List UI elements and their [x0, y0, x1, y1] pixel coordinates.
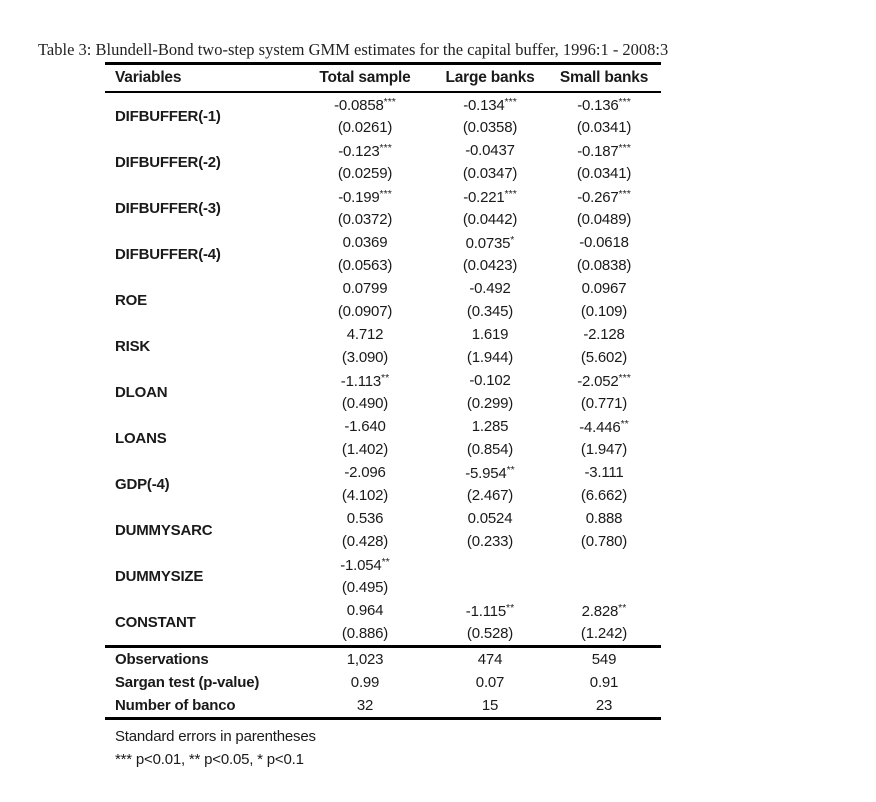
column-header-large-banks: Large banks	[445, 69, 535, 86]
standard-error-cell: (0.0341)	[576, 119, 632, 136]
standard-error-cell: (0.490)	[341, 395, 389, 412]
coef-row-dummysize	[105, 553, 661, 576]
significance-stars: **	[618, 601, 627, 614]
coefficient-cell: 0.0799	[342, 280, 388, 297]
stat-value-cell: 549	[591, 651, 617, 668]
variable-label: DIFBUFFER(-1)	[115, 107, 221, 125]
variable-label: GDP(-4)	[115, 475, 170, 493]
regression-table-wrap	[105, 62, 661, 771]
significance-stars: ***	[618, 187, 631, 200]
coefficient-cell: -0.134***	[463, 95, 517, 114]
standard-error-cell: (6.662)	[580, 487, 628, 504]
coefficient-cell: -0.0858***	[334, 95, 396, 114]
standard-error-cell: (0.345)	[466, 303, 514, 320]
coefficient-cell: 0.0369	[342, 234, 388, 251]
column-header-small-banks: Small banks	[559, 69, 649, 86]
coefficient-cell: 0.0524	[467, 510, 513, 527]
standard-error-cell: (0.0442)	[462, 211, 518, 228]
stat-value-cell: 0.07	[475, 674, 505, 691]
coefficient-cell: 0.0735*	[465, 233, 515, 252]
standard-error-cell: (0.0907)	[337, 303, 393, 320]
coefficient-cell: 0.888	[585, 510, 623, 527]
standard-error-cell: (0.780)	[580, 533, 628, 550]
standard-error-cell: (0.0259)	[337, 165, 393, 182]
standard-error-cell: (0.495)	[341, 579, 389, 596]
stat-row-observations	[105, 647, 661, 672]
variable-label: DIFBUFFER(-4)	[115, 245, 221, 263]
standard-error-cell	[547, 576, 661, 599]
table-notes	[115, 725, 661, 771]
standard-error-cell: (1.944)	[466, 349, 514, 366]
significance-stars: **	[620, 417, 629, 430]
coef-row-difbuffer-1	[105, 92, 661, 116]
coefficient-cell: 0.536	[346, 510, 384, 527]
variable-label: ROE	[115, 291, 147, 309]
stat-value-cell: 0.91	[589, 674, 619, 691]
standard-error-cell: (0.0341)	[576, 165, 632, 182]
standard-error-cell: (1.947)	[580, 441, 628, 458]
coefficient-cell: 2.828**	[581, 601, 627, 620]
significance-stars: ***	[379, 141, 392, 154]
standard-error-cell: (1.402)	[341, 441, 389, 458]
coef-row-risk	[105, 323, 661, 346]
variable-label: DIFBUFFER(-3)	[115, 199, 221, 217]
coefficient-cell: -4.446**	[579, 417, 629, 436]
standard-error-cell: (0.0838)	[576, 257, 632, 274]
coef-row-constant	[105, 599, 661, 622]
standard-error-cell: (0.0358)	[462, 119, 518, 136]
significance-stars: ***	[504, 95, 517, 108]
note-significance-levels: *** p<0.01, ** p<0.05, * p<0.1	[115, 751, 304, 768]
stat-value-cell: 15	[481, 697, 499, 714]
coef-row-difbuffer-2	[105, 139, 661, 162]
variable-label: RISK	[115, 337, 151, 355]
variable-label: CONSTANT	[115, 613, 196, 631]
standard-error-cell: (0.528)	[466, 625, 514, 642]
coefficient-cell: 0.0967	[581, 280, 627, 297]
standard-error-cell: (0.428)	[341, 533, 389, 550]
standard-error-cell: (0.0261)	[337, 119, 393, 136]
note-standard-errors: Standard errors in parentheses	[115, 728, 316, 745]
standard-error-cell	[433, 576, 547, 599]
coefficient-cell: -3.111	[584, 464, 624, 481]
coefficient-cell: -1.054**	[340, 555, 390, 574]
stat-value-cell: 1,023	[346, 651, 384, 668]
coefficient-cell: -0.123***	[338, 141, 392, 160]
significance-stars: ***	[618, 95, 631, 108]
stat-row-number-of-banco	[105, 694, 661, 719]
significance-stars: *	[510, 233, 515, 246]
coefficient-cell: -0.0437	[465, 142, 515, 159]
coef-row-gdp-4	[105, 461, 661, 484]
coefficient-cell: -2.128	[583, 326, 625, 343]
standard-error-cell: (0.0563)	[337, 257, 393, 274]
stats-body	[105, 647, 661, 719]
variable-label: LOANS	[115, 429, 167, 447]
coef-row-loans	[105, 415, 661, 438]
stat-value-cell: 23	[595, 697, 613, 714]
significance-stars: **	[506, 463, 515, 476]
coefficient-cell: -0.102	[469, 372, 511, 389]
standard-error-cell: (0.299)	[466, 395, 514, 412]
coefficient-cell: -0.267***	[577, 187, 631, 206]
significance-stars: **	[381, 555, 390, 568]
coefficient-cell: -2.052***	[577, 371, 631, 390]
significance-stars: ***	[618, 371, 631, 384]
coefficient-cell: -0.199***	[338, 187, 392, 206]
standard-error-cell: (0.771)	[580, 395, 628, 412]
standard-error-cell: (0.0489)	[576, 211, 632, 228]
variable-label: DUMMYSIZE	[115, 567, 204, 585]
coefficients-body	[105, 92, 661, 647]
table-caption: Table 3: Blundell-Bond two-step system GMM estimates for the capital buffer, 1996:1 - 2008:3	[38, 40, 669, 59]
column-header-variables: Variables	[115, 69, 182, 86]
standard-error-cell: (4.102)	[341, 487, 389, 504]
coefficient-cell: -1.113**	[340, 371, 390, 390]
standard-error-cell: (0.0347)	[462, 165, 518, 182]
significance-stars: **	[506, 601, 515, 614]
regression-table	[105, 62, 661, 720]
stat-row-sargan-test-p-value	[105, 671, 661, 694]
stat-label: Observations	[115, 651, 209, 668]
coef-row-dummysarc	[105, 507, 661, 530]
coefficient-cell: -0.0618	[579, 234, 629, 251]
coefficient-cell: -0.492	[469, 280, 511, 297]
coefficient-cell: 1.285	[471, 418, 509, 435]
coefficient-cell	[547, 553, 661, 576]
standard-error-cell: (0.886)	[341, 625, 389, 642]
stat-value-cell: 474	[477, 651, 503, 668]
column-header-total-sample: Total sample	[319, 69, 411, 86]
coef-row-difbuffer-4	[105, 231, 661, 254]
significance-stars: ***	[618, 141, 631, 154]
coef-row-difbuffer-3	[105, 185, 661, 208]
coefficient-cell: -1.115**	[465, 601, 515, 620]
standard-error-cell: (0.109)	[580, 303, 628, 320]
coefficient-cell: -0.187***	[577, 141, 631, 160]
standard-error-cell: (0.233)	[466, 533, 514, 550]
stat-value-cell: 0.99	[350, 674, 380, 691]
stat-value-cell: 32	[356, 697, 374, 714]
coef-row-roe	[105, 277, 661, 300]
table-header	[105, 64, 661, 93]
coefficient-cell: 1.619	[471, 326, 509, 343]
stat-label: Number of banco	[115, 697, 236, 714]
coef-row-dloan	[105, 369, 661, 392]
stat-label: Sargan test (p-value)	[115, 674, 260, 691]
variable-label: DIFBUFFER(-2)	[115, 153, 221, 171]
standard-error-cell: (0.854)	[466, 441, 514, 458]
standard-error-cell: (2.467)	[466, 487, 514, 504]
standard-error-cell: (3.090)	[341, 349, 389, 366]
standard-error-cell: (1.242)	[580, 625, 628, 642]
significance-stars: ***	[383, 95, 396, 108]
standard-error-cell: (0.0372)	[337, 211, 393, 228]
coefficient-cell: -1.640	[344, 418, 386, 435]
significance-stars: **	[381, 371, 390, 384]
coefficient-cell: 4.712	[346, 326, 384, 343]
coefficient-cell: -0.221***	[463, 187, 517, 206]
variable-label: DLOAN	[115, 383, 168, 401]
standard-error-cell: (5.602)	[580, 349, 628, 366]
variable-label: DUMMYSARC	[115, 521, 213, 539]
coefficient-cell: -5.954**	[465, 463, 515, 482]
coefficient-cell	[433, 553, 547, 576]
coefficient-cell: 0.964	[346, 602, 384, 619]
coefficient-cell: -2.096	[344, 464, 386, 481]
significance-stars: ***	[504, 187, 517, 200]
standard-error-cell: (0.0423)	[462, 257, 518, 274]
significance-stars: ***	[379, 187, 392, 200]
coefficient-cell: -0.136***	[577, 95, 631, 114]
header-row	[105, 64, 661, 93]
